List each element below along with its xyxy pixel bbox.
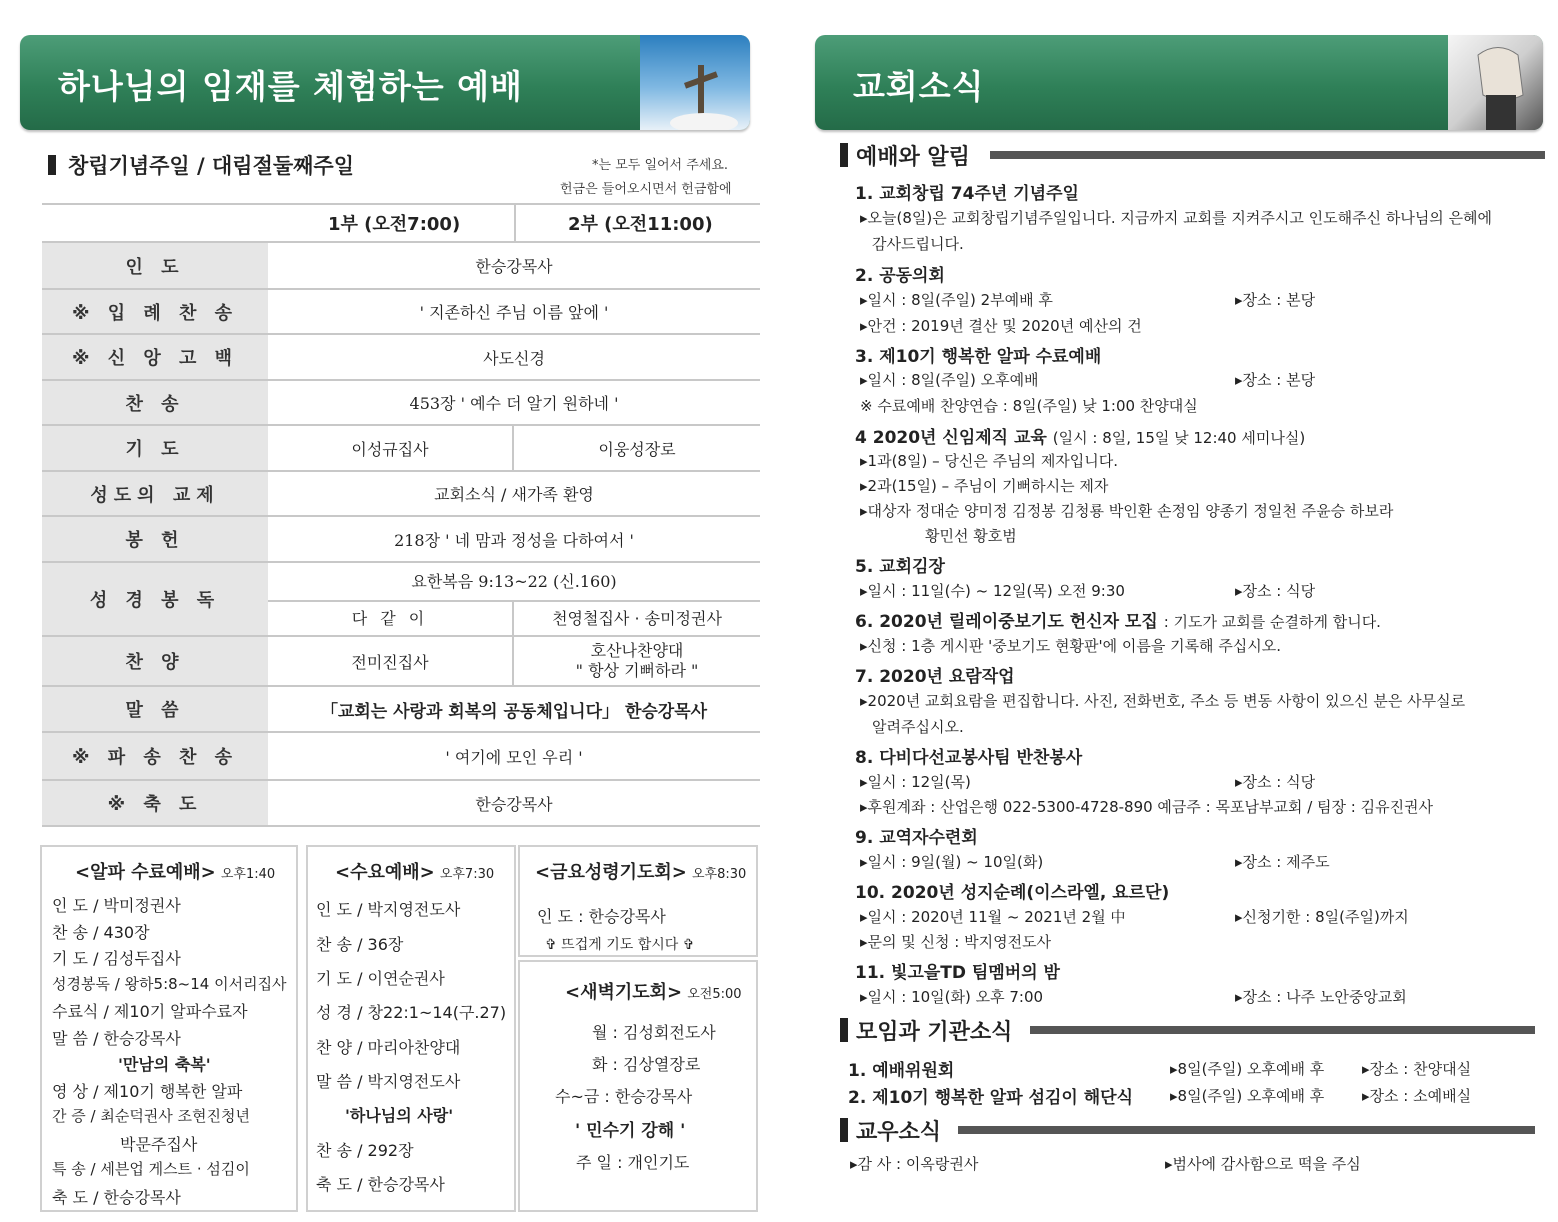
anthem-title: " 항상 기뻐하라 " — [575, 661, 699, 680]
member-news-left: ▸감 사 : 이옥랑권사 — [850, 1155, 979, 1173]
notice-line-right: ▸신청기한 : 8일(주일)까지 — [1235, 908, 1409, 926]
meeting-time: ▸8일(주일) 오후예배 후 — [1170, 1087, 1325, 1105]
second-service-heading: 2부 (오전11:00) — [568, 214, 713, 235]
service-section-title: 창립기념주일 / 대림절둘째주일 — [48, 150, 354, 180]
sermon-title: 「교회는 사랑과 회복의 공동체입니다」 한승강목사 — [320, 701, 708, 722]
alpha-line: 기 도 / 김성두집사 — [52, 949, 181, 968]
choir-name: 호산나찬양대 — [590, 641, 684, 660]
fri-line: 인 도 : 한승강목사 — [537, 907, 666, 926]
notice-title: 1. 교회창립 74주년 기념주일 — [855, 184, 1079, 204]
meeting-title: 2. 제10기 행복한 알파 섬김이 해단식 — [848, 1088, 1134, 1108]
order-value: 교회소식 / 새가족 환영 — [434, 485, 594, 504]
section-bar — [840, 1018, 848, 1042]
left-header-banner — [20, 35, 750, 130]
order-label: 성 경 봉 독 — [42, 563, 268, 635]
right-header-title: 교회소식 — [853, 67, 985, 106]
notice-title: 4 2020년 신임제직 교육 — [855, 428, 1047, 448]
notice-title: 2. 공동의회 — [855, 266, 945, 286]
order-value-second — [514, 637, 760, 685]
notice-line: ▸일시 : 2020년 11월 ~ 2021년 2월 中 — [860, 908, 1126, 926]
wed-line: 찬 송 / 292장 — [316, 1141, 414, 1160]
notice-line: 황민선 황호범 — [925, 527, 1017, 545]
notice-line: ▸문의 및 신청 : 박지영전도사 — [860, 933, 1052, 951]
order-label: 봉 헌 — [42, 517, 268, 561]
notice-line: ▸1과(8일) – 당신은 주님의 제자입니다. — [860, 452, 1119, 470]
notice-line-right: ▸장소 : 식당 — [1235, 582, 1316, 600]
notice-line: ▸대상자 정대순 양미정 김정봉 김청룡 박인환 손정임 양종기 정일천 주윤승 하보라 — [860, 502, 1394, 520]
order-row — [42, 470, 760, 515]
notice-line: ▸일시 : 11일(수) ~ 12일(목) 오전 9:30 — [860, 582, 1125, 600]
dawn-line: ' 민수기 강해 ' — [575, 1121, 686, 1141]
alpha-line: 성경봉독 / 왕하5:8~14 이서리집사 — [52, 975, 287, 993]
dawn-line: 화 : 김상열장로 — [592, 1055, 701, 1074]
meeting-place: ▸장소 : 소예배실 — [1362, 1087, 1472, 1105]
standing-note: *는 모두 일어서 주세요. — [592, 158, 729, 173]
wed-title-line — [335, 858, 494, 884]
table-top-rule — [42, 203, 760, 205]
alpha-time: 오후1:40 — [220, 867, 276, 882]
wed-line: 말 씀 / 박지영전도사 — [316, 1072, 461, 1091]
order-label: 기 도 — [42, 426, 268, 470]
notice-title: 3. 제10기 행복한 알파 수료예배 — [855, 347, 1102, 367]
order-label: 인 도 — [42, 243, 268, 288]
cross-icon — [640, 35, 750, 130]
order-label: ※ 축 도 — [42, 781, 268, 825]
section-title: 모임과 기관소식 — [856, 1019, 1013, 1045]
notice-line: 알려주십시오. — [872, 718, 964, 736]
order-label: ※ 파 송 찬 송 — [42, 733, 268, 779]
alpha-line: 수료식 / 제10기 알파수료자 — [52, 1002, 248, 1021]
wed-line: 축 도 / 한승강목사 — [316, 1175, 445, 1194]
section-worship-notices — [840, 140, 1545, 170]
section-title: 예배와 알림 — [856, 144, 970, 170]
wed-line: 찬 송 / 36장 — [316, 935, 404, 954]
order-row — [42, 685, 760, 731]
order-label: 말 씀 — [42, 687, 268, 731]
left-header-title: 하나님의 임재를 체험하는 예배 — [58, 67, 523, 106]
fri-time: 오후8:30 — [691, 867, 747, 882]
order-value: ' 여기에 모인 우리 ' — [445, 747, 583, 767]
section-title: 교우소식 — [856, 1119, 942, 1145]
notice-title: 10. 2020년 성지순례(이스라엘, 요르단) — [855, 883, 1170, 903]
alpha-line: 특 송 / 세븐업 게스트 · 섬김이 — [52, 1160, 250, 1178]
order-row — [42, 241, 760, 288]
notice-line: ▸신청 : 1층 게시판 '중보기도 현황판'에 이름을 기록해 주십시오. — [860, 637, 1282, 655]
order-value-first: 이성규집사 — [268, 426, 514, 470]
meeting-time: ▸8일(주일) 오후예배 후 — [1170, 1060, 1325, 1078]
alpha-title: <알파 수료예배> — [75, 862, 216, 883]
order-label: 찬 송 — [42, 381, 268, 424]
wed-line: 찬 양 / 마리아찬양대 — [316, 1038, 461, 1057]
order-row — [42, 333, 760, 379]
section-members — [840, 1115, 1535, 1145]
dawn-line: 수~금 : 한승강목사 — [555, 1087, 693, 1106]
notice-title-line — [855, 607, 1381, 632]
order-row — [42, 635, 760, 685]
section-bar — [840, 1118, 848, 1142]
order-value-first: 전미진집사 — [268, 637, 514, 685]
meeting-title: 1. 예배위원회 — [848, 1061, 955, 1081]
order-row — [42, 288, 760, 333]
order-value: 453장 ' 예수 더 알기 원하네 ' — [409, 394, 619, 413]
order-row — [42, 731, 760, 779]
order-label: 성도의 교제 — [42, 472, 268, 515]
alpha-line: 영 상 / 제10기 행복한 알파 — [52, 1082, 243, 1101]
fri-line: ✞ 뜨겁게 기도 합시다 ✞ — [545, 937, 695, 953]
fri-title-line — [535, 858, 746, 884]
notice-line-right: ▸장소 : 본당 — [1235, 371, 1316, 389]
order-value: 한승강목사 — [475, 257, 553, 276]
notice-line: ▸안건 : 2019년 결산 및 2020년 예산의 건 — [860, 317, 1142, 335]
notice-line-right: ▸장소 : 본당 — [1235, 291, 1316, 309]
order-value-second: 천영철집사 · 송미정권사 — [552, 609, 722, 628]
praying-hands-icon — [1448, 35, 1543, 130]
order-label: ※ 신 앙 고 백 — [42, 335, 268, 379]
wed-title: <수요예배> — [335, 862, 435, 883]
notice-title: 6. 2020년 릴레이중보기도 헌신자 모집 — [855, 612, 1158, 632]
order-row — [42, 424, 760, 470]
order-value-first: 다 같 이 — [268, 600, 514, 635]
notice-line: ▸2과(15일) – 주님이 기뻐하시는 제자 — [860, 477, 1109, 495]
notice-line: ▸일시 : 9일(월) ~ 10일(화) — [860, 853, 1044, 871]
notice-line: 감사드립니다. — [872, 235, 964, 253]
notice-line-right: ▸장소 : 나주 노안중앙교회 — [1235, 988, 1407, 1006]
alpha-line: 찬 송 / 430장 — [52, 923, 150, 942]
notice-line: ▸일시 : 12일(목) — [860, 773, 971, 791]
notice-title: 11. 빛고을TD 팀멤버의 밤 — [855, 963, 1060, 983]
alpha-line: 축 도 / 한승강목사 — [52, 1188, 181, 1207]
notice-line: ▸오늘(8일)은 교회창립기념주일입니다. 지금까지 교회를 지켜주시고 인도해주신 하나님의 은혜에 — [860, 209, 1493, 227]
section-rule — [990, 151, 1545, 159]
order-label: 찬 양 — [42, 637, 268, 685]
meeting-place: ▸장소 : 찬양대실 — [1362, 1060, 1472, 1078]
order-value: 요한복음 9:13~22 (신.160) — [411, 572, 617, 591]
order-value-second: 이웅성장로 — [598, 439, 676, 459]
notice-title-note: (일시 : 8일, 15일 낮 12:40 세미나실) — [1052, 429, 1306, 447]
cross-sky-image — [640, 35, 750, 130]
alpha-line: 박문주집사 — [120, 1135, 198, 1154]
fri-title: <금요성령기도회> — [535, 862, 687, 883]
notice-title-line — [855, 423, 1305, 448]
wed-line: 기 도 / 이연순권사 — [316, 969, 445, 988]
notice-line: ▸후원계좌 : 산업은행 022-5300-4728-890 예금주 : 목포남부교회 / 팀장 : 김유진권사 — [860, 798, 1434, 816]
section-rule — [958, 1126, 1535, 1134]
first-service-heading: 1부 (오전7:00) — [328, 214, 461, 235]
section-rule — [1030, 1026, 1535, 1034]
notice-title-note: : 기도가 교회를 순결하게 합니다. — [1163, 613, 1381, 631]
dawn-time: 오전5:00 — [687, 987, 742, 1002]
wed-time: 오후7:30 — [439, 867, 495, 882]
notice-title: 9. 교역자수련회 — [855, 828, 978, 848]
notice-title: 8. 다비다선교봉사팀 반찬봉사 — [855, 748, 1083, 768]
dawn-line: 주 일 : 개인기도 — [576, 1153, 690, 1172]
notice-title: 7. 2020년 요람작업 — [855, 667, 1015, 687]
alpha-title-line — [75, 858, 275, 884]
order-value: 한승강목사 — [475, 794, 553, 814]
praying-hands-image — [1448, 35, 1543, 130]
order-row — [42, 515, 760, 561]
notice-line: ▸2020년 교회요람을 편집합니다. 사진, 전화번호, 주소 등 변동 사항이 있으신 분은 사무실로 — [860, 692, 1466, 710]
wed-line: 성 경 / 창22:1~14(구.27) — [316, 1003, 507, 1022]
notice-line: ※ 수료예배 찬양연습 : 8일(주일) 낮 1:00 찬양대실 — [860, 397, 1198, 415]
order-label: ※ 입 례 찬 송 — [42, 290, 268, 333]
alpha-line: '만남의 축복' — [118, 1055, 211, 1074]
member-news-right: ▸범사에 감사함으로 떡을 주심 — [1165, 1155, 1361, 1173]
notice-title: 5. 교회김장 — [855, 557, 945, 577]
offering-note: 헌금은 들어오시면서 헌금함에 — [560, 182, 732, 197]
right-header-banner — [815, 35, 1543, 130]
order-row — [42, 561, 760, 635]
wed-line: 인 도 / 박지영전도사 — [316, 900, 461, 919]
notice-line: ▸일시 : 8일(주일) 2부예배 후 — [860, 291, 1053, 309]
order-row — [42, 379, 760, 424]
notice-line-right: ▸장소 : 식당 — [1235, 773, 1316, 791]
notice-line: ▸일시 : 8일(주일) 오후예배 — [860, 371, 1039, 389]
section-bar — [840, 143, 848, 167]
order-value: 사도신경 — [483, 348, 545, 368]
alpha-line: 간 증 / 최순덕권사 조현진청년 — [52, 1107, 251, 1125]
wed-line: '하나님의 사랑' — [345, 1106, 454, 1125]
order-row — [42, 779, 760, 827]
notice-line-right: ▸장소 : 제주도 — [1235, 853, 1330, 871]
alpha-line: 말 씀 / 한승강목사 — [52, 1029, 181, 1048]
section-meetings — [840, 1015, 1535, 1045]
alpha-line: 인 도 / 박미정권사 — [52, 896, 181, 915]
dawn-title-line — [565, 978, 742, 1004]
order-value: 218장 ' 네 맘과 정성을 다하여서 ' — [394, 530, 634, 550]
dawn-line: 월 : 김성회전도사 — [592, 1023, 716, 1042]
heading-divider — [514, 203, 516, 241]
order-value: ' 지존하신 주님 이름 앞에 ' — [419, 303, 609, 322]
notice-line: ▸일시 : 10일(화) 오후 7:00 — [860, 988, 1044, 1006]
dawn-title: <새벽기도회> — [565, 982, 683, 1003]
